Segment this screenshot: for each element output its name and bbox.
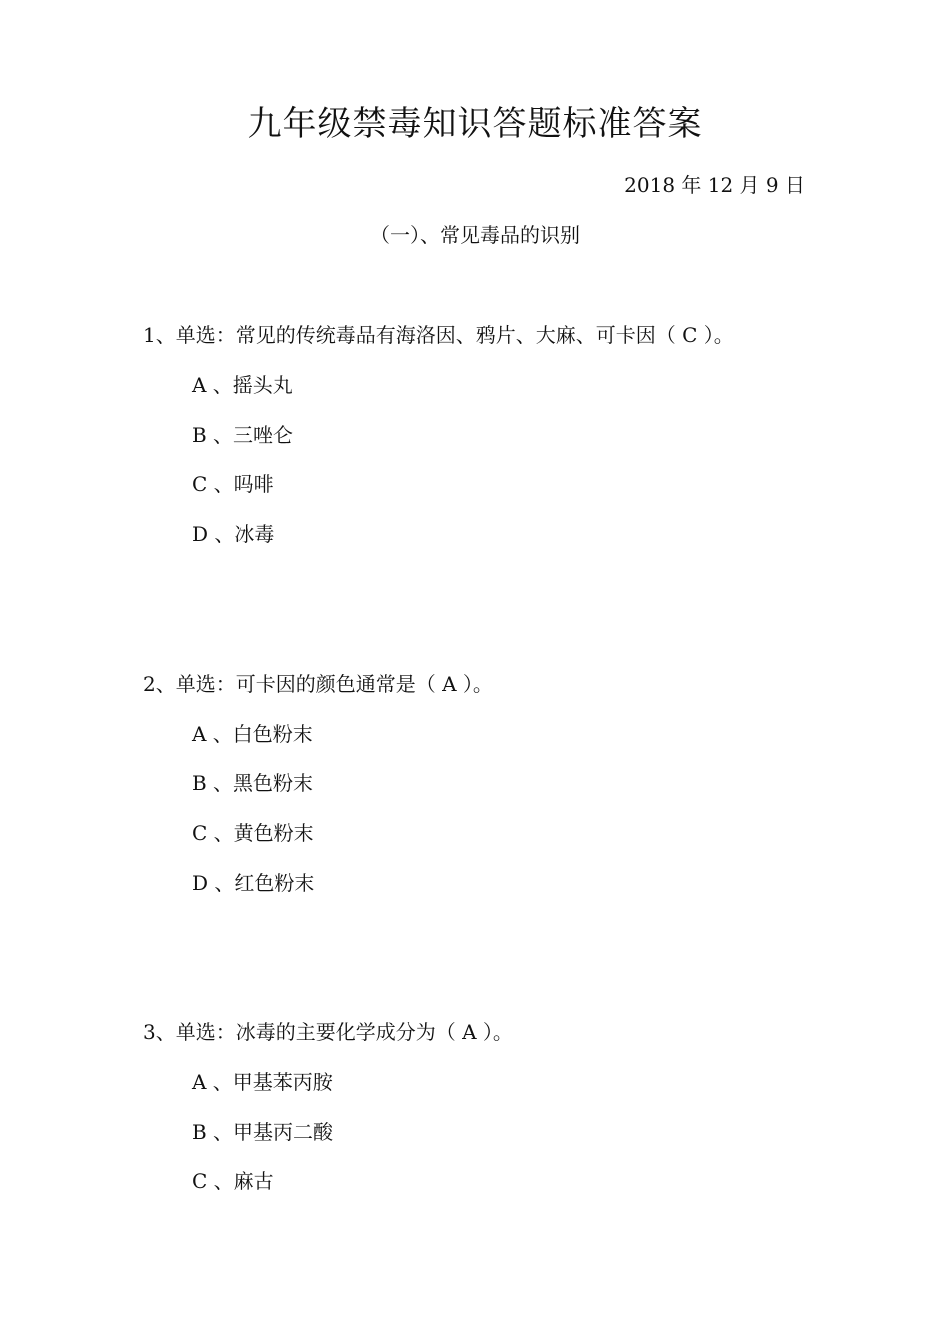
question-2-option-c: C 、黄色粉末 — [192, 821, 314, 845]
question-3-option-b: B 、甲基丙二酸 — [192, 1120, 334, 1144]
document-date: 2018 年 12 月 9 日 — [624, 173, 805, 197]
question-1-option-d: D 、冰毒 — [192, 522, 275, 546]
page-title: 九年级禁毒知识答题标准答案 — [247, 104, 703, 144]
question-3-option-c: C 、麻古 — [192, 1169, 274, 1193]
question-2-option-d: D 、红色粉末 — [192, 871, 315, 895]
question-2-option-b: B 、黑色粉末 — [192, 771, 314, 795]
question-3: 3、单选：冰毒的主要化学成分为（ A ）。 — [143, 1020, 513, 1044]
section-title: （一）、常见毒品的识别 — [370, 223, 580, 247]
question-1-option-c: C 、吗啡 — [192, 472, 274, 496]
question-1: 1、单选：常见的传统毒品有海洛因、鸦片、大麻、可卡因（ C ）。 — [143, 323, 734, 347]
question-1-option-b: B 、三唑仑 — [192, 423, 294, 447]
question-3-option-a: A 、甲基苯丙胺 — [192, 1070, 333, 1094]
question-2-option-a: A 、白色粉末 — [192, 722, 313, 746]
question-1-option-a: A 、摇头丸 — [192, 373, 293, 397]
question-2: 2、单选：可卡因的颜色通常是（ A ）。 — [143, 672, 493, 696]
